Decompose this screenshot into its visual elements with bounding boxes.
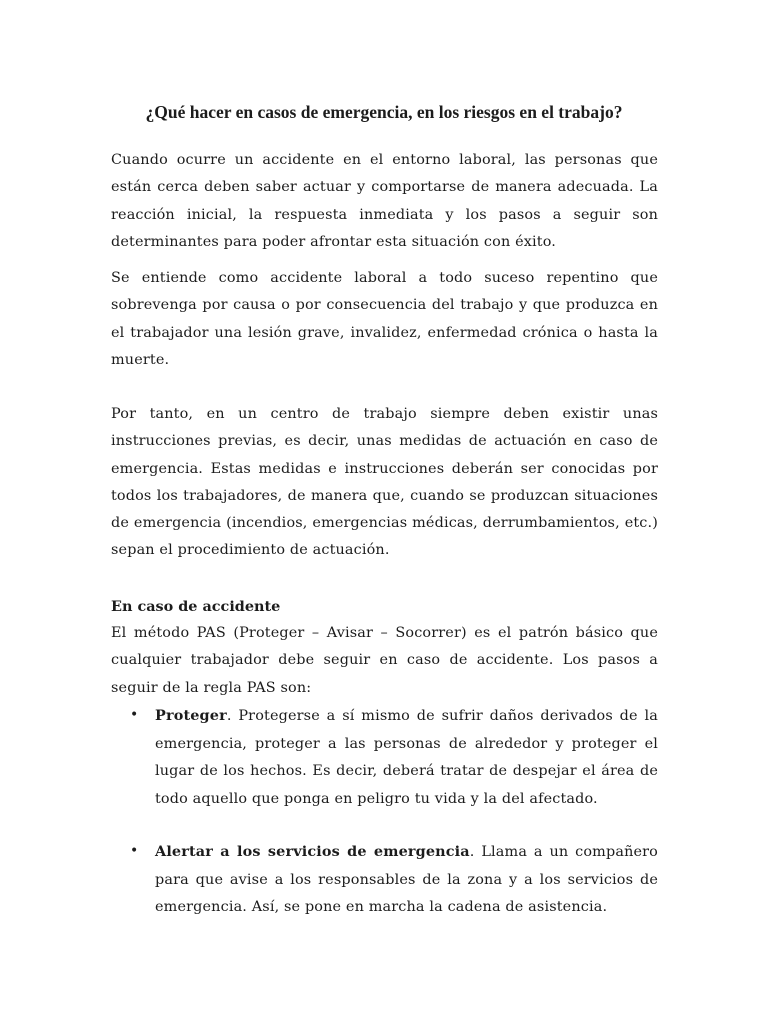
paragraph-instructions: Por tanto, en un centro de trabajo siempre deben existir unas instrucciones previas, es decir, unas medidas de actuación en caso de emergencia. Estas medidas e instrucciones deberán ser conocidas por todos los trabajadores, de manera que, cuando se produzcan situaciones de emergencia (incendios, emergencias médicas, derrumbamientos, etc.) sepan el procedimiento de actuación.: [111, 406, 658, 559]
document-title: ¿Qué hacer en casos de emergencia, en los riesgos en el trabajo?: [145, 101, 623, 122]
list-item-lead: Proteger: [155, 707, 227, 724]
section-intro: El método PAS (Proteger – Avisar – Socorrer) es el patrón básico que cualquier trabajador debe seguir en caso de accidente. Los pasos a seguir de la regla PAS son:: [111, 625, 658, 696]
list-item-alertar: [155, 838, 658, 922]
list-item-lead: Alertar a los servicios de emergencia: [155, 843, 470, 860]
bullet-icon: •: [130, 707, 139, 723]
section-heading: En caso de accidente: [111, 598, 281, 615]
bullet-icon: •: [130, 843, 139, 859]
paragraph-intro: Cuando ocurre un accidente en el entorno laboral, las personas que están cerca deben saber actuar y comportarse de manera adecuada. La reacción inicial, la respuesta inmediata y los pasos a seguir son determinantes para poder afrontar esta situación con éxito.: [111, 152, 658, 250]
list-item-text: . Protegerse a sí mismo de sufrir daños derivados de la emergencia, proteger a las personas de alrededor y proteger el lugar de los hechos. Es decir, deberá tratar de despejar el área de todo aquello que ponga en peligro tu vida y la del afectado.: [155, 708, 658, 807]
paragraph-definition: Se entiende como accidente laboral a todo suceso repentino que sobrevenga por causa o por consecuencia del trabajo y que produzca en el trabajador una lesión grave, invalidez, enfermedad crónica o hasta la muerte.: [111, 270, 658, 368]
list-item-text: . Llama a un compañero para que avise a los responsables de la zona y a los servicios de emergencia. Así, se pone en marcha la cadena de asistencia.: [155, 844, 658, 915]
list-item-proteger: [155, 702, 658, 813]
